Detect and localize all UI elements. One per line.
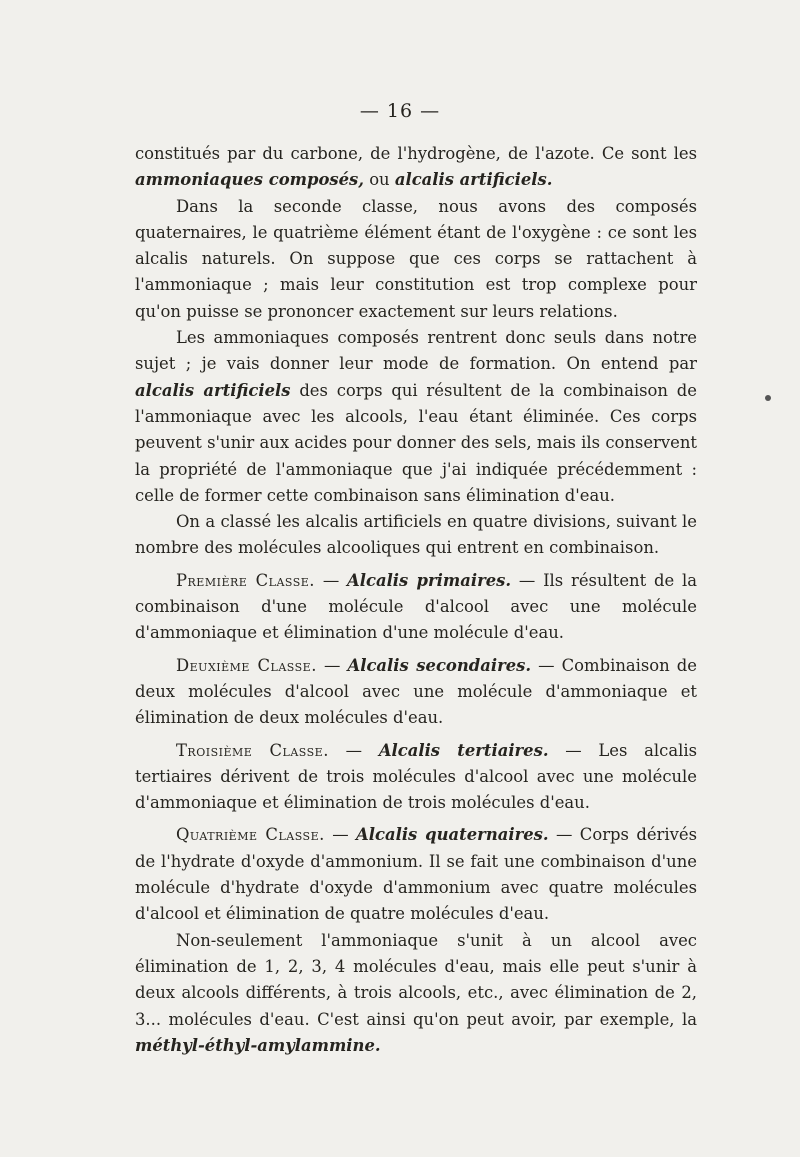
text-run: constitués par du carbone, de l'hydrogène, de l'azote. Ce sont les [135, 144, 697, 163]
class-heading: Quatrième Classe. [176, 825, 325, 845]
section-quatrieme-classe [135, 822, 697, 927]
class-heading: Deuxième Classe. [176, 655, 317, 675]
paragraph-3 [135, 325, 697, 509]
text-run: ou [363, 170, 395, 190]
class-description: — Combinaison de deux molécules d'alcool avec une molécule d'ammoniaque et élimination de deux molécules d'eau. [135, 655, 698, 728]
class-heading: Première Classe. [176, 570, 316, 590]
text-run: Les ammoniaques composés rentrent donc seuls dans notre sujet ; je vais donner leur mode de formation. On entend par [135, 328, 697, 374]
paragraph-4: On a classé les alcalis artificiels en quatre divisions, suivant le nombre des molécules alcooliques qui entrent en combinaison. [135, 512, 697, 558]
page-number: — 16 — [359, 100, 441, 122]
term-alcalis-artificiels: alcalis artificiels [135, 380, 291, 400]
term-alcalis-artificiels: alcalis artificiels. [394, 170, 553, 190]
paragraph-1 [135, 141, 697, 194]
dash: — [315, 570, 348, 590]
dash: — [324, 825, 357, 845]
class-description: — Corps dérivés de l'hydrate d'oxyde d'ammonium. Il se fait une combinaison d'une molécule d'hydrate d'oxyde d'ammonium avec quatre molécules d'alcool et élimination de quatre molécules d'eau. [135, 825, 697, 924]
text-run: Non-seulement l'ammoniaque s'unit à un alcool avec élimination de 1, 2, 3, 4 molécules d'eau, mais elle peut s'unir à deux alcools différents, à trois alcools, etc., avec élimination de 2, 3... molécules d'eau. C'est ainsi qu'on peut avoir, par exemple, la [135, 930, 697, 1029]
term-ammoniaques-composes: ammoniaques composés, [135, 170, 364, 190]
class-title: Alcalis secondaires. [347, 655, 532, 675]
section-deuxieme-classe [135, 653, 697, 732]
class-heading: Troisième Classe. [176, 740, 329, 760]
class-description: — Les alcalis tertiaires dérivent de trois molécules d'alcool avec une molécule d'ammoniaque et élimination de trois molécules d'eau. [135, 740, 697, 813]
section-troisieme-classe [135, 738, 697, 817]
class-title: Alcalis quaternaires. [356, 825, 549, 845]
paragraph-9 [135, 928, 697, 1059]
section-premiere-classe [135, 568, 697, 647]
text-run: des corps qui résultent de la combinaison de l'ammoniaque avec les alcools, l'eau étant éliminée. Ces corps peuvent s'unir aux acides pour donner des sels, mais ils conservent la propriété de l'ammoniaque que j'ai indiquée précédemment : celle de former cette combinaison sans élimination d'eau. [135, 380, 697, 505]
class-description: — Ils résultent de la combinaison d'une molécule d'alcool avec une molécule d'ammoniaque et élimination d'une molécule d'eau. [135, 570, 698, 643]
body-text [135, 141, 697, 1059]
margin-mark [765, 395, 771, 401]
dash: — [328, 740, 379, 760]
paragraph-2: Dans la seconde classe, nous avons des composés quaternaires, le quatrième élément étant de l'oxygène : ce sont les alcalis naturels. On suppose que ces corps se rattachent à l'ammoniaque ; mais leur constitution est trop complexe pour qu'on puisse se prononcer exactement sur leurs relations. [135, 196, 697, 321]
term-methyl-ethyl-amylammine: méthyl-éthyl-amylammine. [135, 1035, 381, 1055]
class-title: Alcalis tertiaires. [378, 740, 549, 760]
dash: — [316, 655, 348, 675]
class-title: Alcalis primaires. [347, 570, 512, 590]
